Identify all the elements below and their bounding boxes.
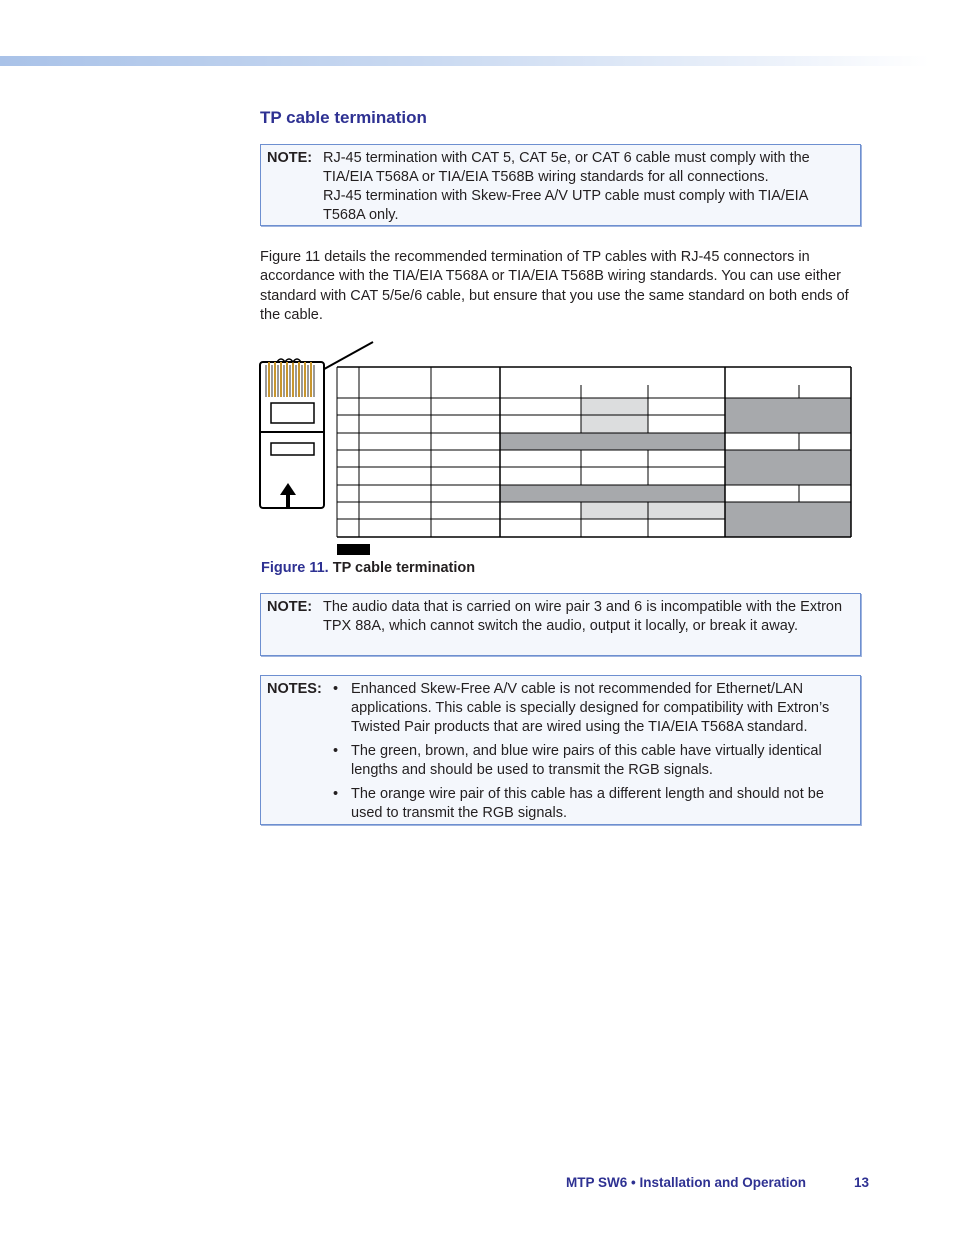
list-item-text: The green, brown, and blue wire pairs of this cable have virtually identical lengths and should be used to transmit the RGB signals.	[351, 743, 822, 778]
bullet: •	[333, 743, 339, 759]
header-gradient-bar	[0, 56, 930, 66]
note-label: NOTE:	[267, 599, 313, 615]
figure-caption	[261, 560, 475, 576]
notes-box-skew-free	[260, 675, 861, 825]
figure-caption-text: TP cable termination	[332, 560, 476, 576]
notes-label: NOTES:	[267, 681, 322, 697]
section-title: TP cable termination	[260, 108, 427, 127]
note-box-termination	[260, 144, 861, 226]
termination-diagram	[255, 335, 860, 560]
note-text: The audio data that is carried on wire pair 3 and 6 is incompatible with the Extron TPX 88A, which cannot switch the audio, output it locally, or break it away.	[323, 599, 843, 634]
leader-line	[317, 342, 373, 373]
page-footer	[566, 1175, 870, 1190]
note-text-line-2: RJ-45 termination with Skew-Free A/V UTP cable must comply with TIA/EIA T568A only.	[323, 188, 808, 223]
rj45-connector-icon	[260, 359, 324, 508]
notes-list	[333, 680, 853, 828]
footer-title: MTP SW6 • Installation and Operation	[566, 1175, 807, 1190]
list-item	[333, 742, 853, 780]
note-box-audio	[260, 593, 861, 656]
page-number: 13	[854, 1175, 870, 1190]
list-item-text: Enhanced Skew-Free A/V cable is not recommended for Ethernet/LAN applications. This cable is specially designed for compatibility with Extron’s Twisted Pair products that are wired using the TIA/EIA T568A standard.	[351, 681, 830, 735]
figure-caption-number: Figure 11.	[261, 560, 329, 576]
figure-tp-termination	[255, 335, 860, 560]
list-item	[333, 785, 853, 823]
list-item-text: The orange wire pair of this cable has a different length and should not be used to transmit the RGB signals.	[351, 786, 824, 821]
note-label: NOTE:	[267, 150, 313, 166]
bullet: •	[333, 681, 339, 697]
note-text-line-1: RJ-45 termination with CAT 5, CAT 5e, or CAT 6 cable must comply with the TIA/EIA T568A or TIA/EIA T568B wiring standards for all connections.	[323, 150, 810, 185]
list-item	[333, 680, 853, 737]
bullet: •	[333, 786, 339, 802]
pinout-table	[337, 367, 851, 555]
body-paragraph: Figure 11 details the recommended termination of TP cables with RJ-45 connectors in accordance with the TIA/EIA T568A or TIA/EIA T568B wiring standards. You can use either standard with CAT 5/5e/6 cable, but ensure that you use the same standard on both ends of the cable.	[260, 249, 849, 323]
legend-swatch	[337, 544, 370, 555]
